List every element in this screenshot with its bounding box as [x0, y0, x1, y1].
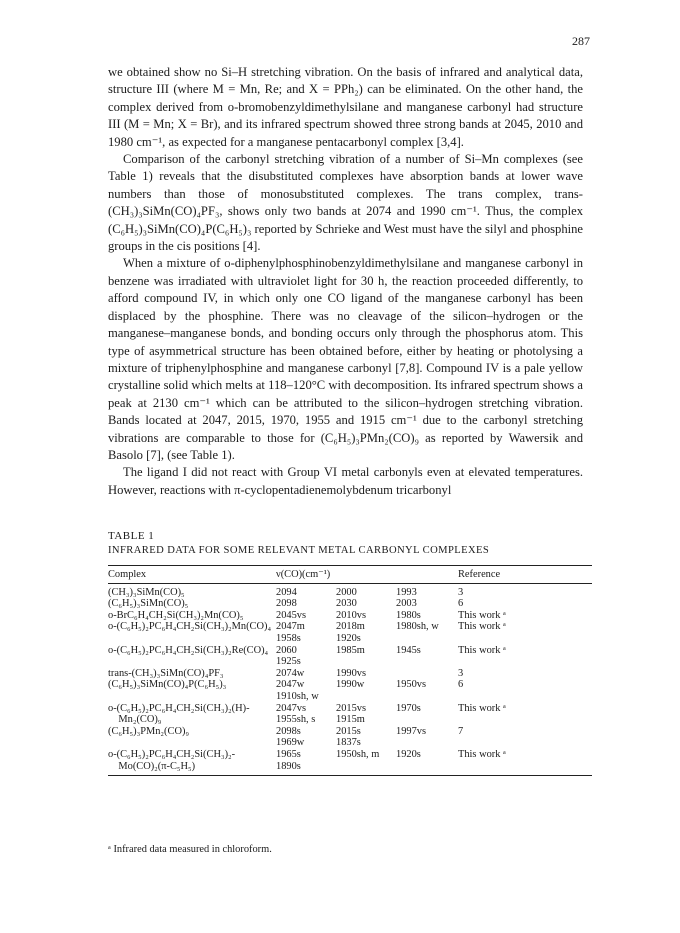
cell-band-3: 2003 [396, 598, 417, 610]
table-row [108, 583, 592, 598]
cell-reference [458, 761, 592, 776]
cell-band-1: 2047m [276, 621, 305, 633]
cell-band-1: 1969w [276, 737, 305, 749]
table-row [108, 645, 592, 657]
cell-reference: This work ᵃ [458, 621, 506, 633]
cell-band-3: 1970s [396, 702, 421, 714]
cell-reference [458, 633, 592, 645]
cell-band-3 [396, 656, 458, 668]
cell-reference: 3 [458, 586, 464, 598]
cell-reference: This work ᵃ [458, 644, 506, 656]
table-row [108, 598, 592, 610]
cell-band-1: 1958s [276, 632, 301, 644]
cell-complex [108, 691, 276, 703]
cell-band-3: 1945s [396, 644, 421, 656]
cell-reference [458, 656, 592, 668]
table-row [108, 621, 592, 633]
cell-complex: o-(C₆H₅)₂PC₆H₄CH₂Si(CH₃)₂Mn(CO)₄ [108, 621, 272, 633]
table-row [108, 726, 592, 738]
cell-complex: o-(C₆H₅)₂PC₆H₄CH₂Si(CH₃)₂- [108, 748, 236, 760]
cell-band-3 [396, 737, 458, 749]
cell-band-3 [396, 668, 458, 680]
paragraph: Comparison of the carbonyl stretching vibration of a number of Si–Mn complexes (see Table 1) reveals that the disubstituted complexes have absorption bands at lower wave numbers than those of monosubstituted complexes. The trans complex, trans-(CH₃)₃SiMn(CO)₄PF₃, shows only two bands at 2074 and 1990 cm⁻¹. Thus, the complex (C₆H₅)₃SiMn(CO)₄P(C₆H₅)₃ reported by Schrieke and West must have the silyl and phosphine groups in the cis positions [4]. [108, 152, 583, 254]
table-row [108, 679, 592, 691]
cell-band-2 [336, 691, 396, 703]
cell-complex: o-(C₆H₅)₂PC₆H₄CH₂Si(CH₃)₂Re(CO)₄ [108, 644, 269, 656]
body-text [108, 64, 583, 499]
cell-band-2: 1915m [336, 714, 365, 726]
cell-complex: (CH₃)₃SiMn(CO)₅ [108, 586, 185, 598]
header-reference: Reference [458, 569, 501, 580]
cell-complex: (C₆H₅)₃SiMn(CO)₅ [108, 598, 189, 610]
cell-band-2: 1950sh, m [336, 748, 380, 760]
cell-band-3 [396, 761, 458, 776]
cell-band-2: 1990vs [336, 667, 367, 679]
cell-complex [108, 633, 276, 645]
cell-band-3 [396, 633, 458, 645]
table-footnote: ᵃ Infrared data measured in chloroform. [108, 844, 272, 855]
cell-complex [108, 656, 276, 668]
cell-reference: 6 [458, 598, 464, 610]
table-caption [108, 530, 583, 556]
table-row [108, 610, 592, 622]
cell-band-2: 2030 [336, 598, 357, 610]
cell-band-1: 1910sh, w [276, 690, 319, 702]
cell-reference: 6 [458, 679, 464, 691]
cell-band-2: 2000 [336, 586, 357, 598]
cell-reference: This work ᵃ [458, 748, 506, 760]
cell-reference [458, 691, 592, 703]
cell-band-2: 1920s [336, 632, 361, 644]
cell-complex: (C₆H₅)₃SiMn(CO)₄P(C₆H₅)₃ [108, 679, 227, 691]
cell-band-3: 1920s [396, 748, 421, 760]
cell-band-2: 1990w [336, 679, 365, 691]
cell-band-1: 2094 [276, 586, 297, 598]
page-number: 287 [572, 34, 590, 48]
cell-complex: o-BrC₆H₄CH₂Si(CH₃)₂Mn(CO)₅ [108, 609, 244, 621]
cell-band-3: 1980sh, w [396, 621, 439, 633]
paragraph: When a mixture of o-diphenylphosphinobenzyldimethylsilane and manganese carbonyl in benzene was irradiated with ultraviolet light for 30 h, the reaction proceeded differently, to afford compound IV, in which only one CO ligand of the manganese carbonyl has been displaced by the phosphine. There was no cleavage of the silicon–hydrogen or the manganese–manganese bonds, and bonding occurs only through the phosphorus atom. This type of asymmetrical structure has been obtained before, either by heating or photolysing a mixture of triphenylphosphine and manganese carbonyl [7,8]. Compound IV is a pale yellow crystalline solid which melts at 118–120°C with decomposition. Its infrared spectrum shows a peak at 2130 cm⁻¹ which can be attributed to the silicon–hydrogen stretching vibration. Bands located at 2047, 2015, 1970, 1955 and 1915 cm⁻¹ due to the carbonyl stretching vibrations are comparable to those for (C₆H₅)₃PMn₂(CO)₉ as reported by Wawersik and Basolo [7], (see Table 1). [108, 256, 583, 462]
cell-band-1: 1955sh, s [276, 714, 316, 726]
table-header-row [108, 566, 592, 584]
cell-reference: This work ᵃ [458, 609, 506, 621]
cell-band-2: 2015s [336, 725, 361, 737]
cell-band-1: 2098 [276, 598, 297, 610]
table-label: TABLE 1 [108, 530, 155, 542]
cell-reference [458, 714, 592, 726]
table-row [108, 691, 592, 703]
cell-band-1: 2047vs [276, 702, 307, 714]
cell-band-3: 1997vs [396, 725, 427, 737]
cell-reference: 7 [458, 725, 464, 737]
paragraph: The ligand I did not react with Group VI metal carbonyls even at elevated temperatures. However, reactions with π-cyclopentadienemolybdenum tricarbonyl [108, 465, 583, 497]
header-blank [396, 566, 458, 584]
header-wavenumber: ν(CO)(cm⁻¹) [276, 569, 331, 580]
table-row [108, 737, 592, 749]
cell-band-1: 1965s [276, 748, 301, 760]
cell-band-2: 2010vs [336, 609, 367, 621]
cell-reference: This work ᵃ [458, 702, 506, 714]
cell-band-1: 2074w [276, 667, 305, 679]
cell-band-2: 2015vs [336, 702, 367, 714]
cell-band-2 [336, 656, 396, 668]
cell-band-1: 2047w [276, 679, 305, 691]
cell-complex [108, 737, 276, 749]
table-row [108, 703, 592, 715]
cell-complex: Mn₂(CO)₉ [108, 714, 162, 726]
cell-complex: (C₆H₅)₃PMn₂(CO)₉ [108, 725, 190, 737]
cell-band-2: 1985m [336, 644, 365, 656]
cell-complex: Mo(CO)₂(π-C₅H₅) [108, 760, 196, 772]
table-row [108, 761, 592, 776]
ir-data-table [108, 565, 592, 776]
cell-reference [458, 737, 592, 749]
paragraph: we obtained show no Si–H stretching vibration. On the basis of infrared and analytical data, structure III (where M = Mn, Re; and X = PPh₂) can be eliminated. On the other hand, the complex derived from o-bromobenzyldimethylsilane and manganese carbonyl had structure III (M = Mn; X = Br), and its infrared spectrum showed three strong bands at 2045, 2010 and 1980 cm⁻¹, as expected for a manganese pentacarbonyl complex [3,4]. [108, 65, 583, 149]
table-row [108, 633, 592, 645]
cell-band-2: 2018m [336, 621, 365, 633]
table-title: INFRARED DATA FOR SOME RELEVANT METAL CARBONYL COMPLEXES [108, 545, 490, 556]
cell-band-3: 1950vs [396, 679, 427, 691]
table-row [108, 714, 592, 726]
table-row [108, 656, 592, 668]
cell-complex: trans-(CH₃)₃SiMn(CO)₄PF₃ [108, 667, 224, 679]
cell-band-1: 1925s [276, 656, 301, 668]
cell-band-2 [336, 761, 396, 776]
cell-band-1: 2098s [276, 725, 301, 737]
cell-reference: 3 [458, 667, 464, 679]
header-complex: Complex [108, 569, 147, 580]
cell-band-3 [396, 691, 458, 703]
cell-band-3 [396, 714, 458, 726]
table-row [108, 668, 592, 680]
cell-band-3: 1980s [396, 609, 421, 621]
cell-band-1: 1890s [276, 760, 301, 772]
table-row [108, 749, 592, 761]
cell-band-1: 2045vs [276, 609, 307, 621]
cell-band-3: 1993 [396, 586, 417, 598]
cell-band-1: 2060 [276, 644, 297, 656]
cell-band-2: 1837s [336, 737, 361, 749]
cell-complex: o-(C₆H₅)₂PC₆H₄CH₂Si(CH₃)₂(H)- [108, 702, 250, 714]
header-blank [336, 566, 396, 584]
